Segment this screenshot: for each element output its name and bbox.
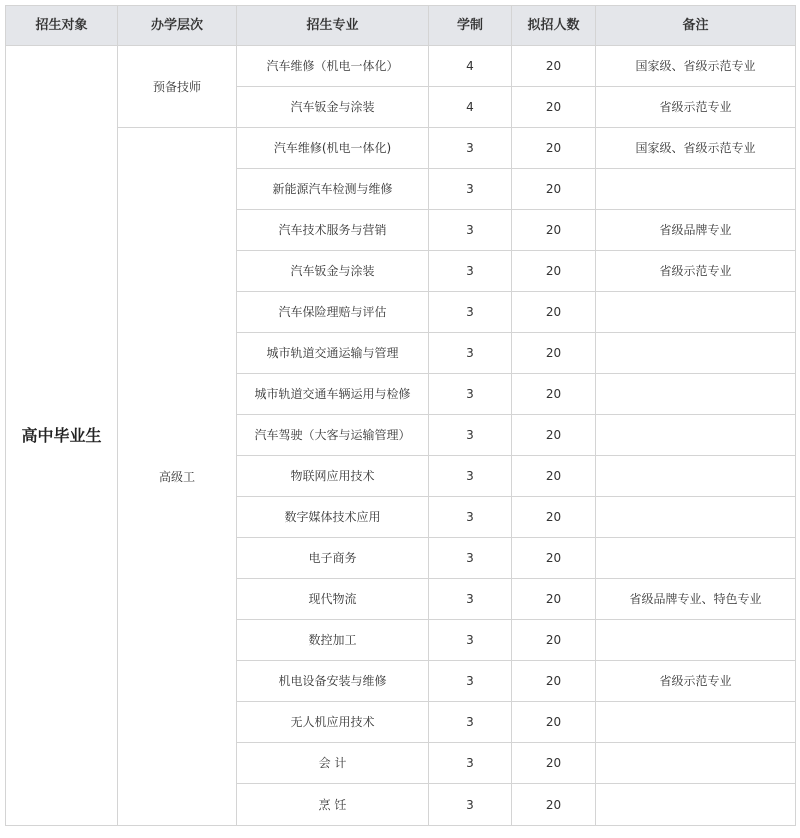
header-note: 备注	[596, 6, 796, 46]
note-cell: 省级示范专业	[596, 251, 796, 292]
years-cell: 3	[429, 743, 512, 784]
note-cell	[596, 743, 796, 784]
count-cell: 20	[512, 292, 596, 333]
count-cell: 20	[512, 210, 596, 251]
years-cell: 3	[429, 251, 512, 292]
header-row	[6, 6, 796, 46]
major-cell: 汽车保险理赔与评估	[237, 292, 429, 333]
years-cell: 3	[429, 128, 512, 169]
years-cell: 3	[429, 784, 512, 826]
count-cell: 20	[512, 374, 596, 415]
note-cell	[596, 784, 796, 826]
major-cell: 机电设备安装与维修	[237, 661, 429, 702]
years-cell: 3	[429, 292, 512, 333]
major-cell: 新能源汽车检测与维修	[237, 169, 429, 210]
header-years: 学制	[429, 6, 512, 46]
note-cell	[596, 456, 796, 497]
years-cell: 4	[429, 46, 512, 87]
major-cell: 汽车技术服务与营销	[237, 210, 429, 251]
years-cell: 3	[429, 538, 512, 579]
count-cell: 20	[512, 579, 596, 620]
major-cell: 现代物流	[237, 579, 429, 620]
count-cell: 20	[512, 743, 596, 784]
level-cell: 预备技师	[118, 46, 237, 128]
count-cell: 20	[512, 128, 596, 169]
major-cell: 数字媒体技术应用	[237, 497, 429, 538]
count-cell: 20	[512, 538, 596, 579]
header-count: 拟招人数	[512, 6, 596, 46]
years-cell: 3	[429, 661, 512, 702]
major-cell: 汽车维修（机电一体化）	[237, 46, 429, 87]
major-cell: 物联网应用技术	[237, 456, 429, 497]
enrollment-table-container	[5, 5, 796, 826]
years-cell: 3	[429, 415, 512, 456]
table-body	[6, 46, 796, 826]
count-cell: 20	[512, 784, 596, 826]
note-cell	[596, 169, 796, 210]
header-target: 招生对象	[6, 6, 118, 46]
count-cell: 20	[512, 87, 596, 128]
note-cell: 省级示范专业	[596, 661, 796, 702]
major-cell: 城市轨道交通运输与管理	[237, 333, 429, 374]
major-cell: 城市轨道交通车辆运用与检修	[237, 374, 429, 415]
count-cell: 20	[512, 661, 596, 702]
note-cell	[596, 292, 796, 333]
years-cell: 3	[429, 169, 512, 210]
table-row	[6, 46, 796, 87]
count-cell: 20	[512, 415, 596, 456]
major-cell: 烹 饪	[237, 784, 429, 826]
level-cell: 高级工	[118, 128, 237, 826]
major-cell: 无人机应用技术	[237, 702, 429, 743]
target-cell: 高中毕业生	[6, 46, 118, 826]
years-cell: 3	[429, 620, 512, 661]
years-cell: 3	[429, 456, 512, 497]
years-cell: 3	[429, 210, 512, 251]
count-cell: 20	[512, 333, 596, 374]
years-cell: 3	[429, 374, 512, 415]
note-cell: 国家级、省级示范专业	[596, 128, 796, 169]
enrollment-table	[5, 5, 796, 826]
count-cell: 20	[512, 169, 596, 210]
years-cell: 3	[429, 579, 512, 620]
major-cell: 汽车驾驶（大客与运输管理）	[237, 415, 429, 456]
note-cell: 国家级、省级示范专业	[596, 46, 796, 87]
note-cell	[596, 620, 796, 661]
major-cell: 汽车钣金与涂装	[237, 251, 429, 292]
major-cell: 电子商务	[237, 538, 429, 579]
major-cell: 会 计	[237, 743, 429, 784]
note-cell	[596, 333, 796, 374]
note-cell: 省级示范专业	[596, 87, 796, 128]
count-cell: 20	[512, 46, 596, 87]
count-cell: 20	[512, 251, 596, 292]
note-cell	[596, 497, 796, 538]
major-cell: 数控加工	[237, 620, 429, 661]
count-cell: 20	[512, 497, 596, 538]
note-cell: 省级品牌专业	[596, 210, 796, 251]
count-cell: 20	[512, 702, 596, 743]
note-cell	[596, 538, 796, 579]
header-major: 招生专业	[237, 6, 429, 46]
years-cell: 3	[429, 497, 512, 538]
note-cell: 省级品牌专业、特色专业	[596, 579, 796, 620]
note-cell	[596, 702, 796, 743]
count-cell: 20	[512, 620, 596, 661]
years-cell: 4	[429, 87, 512, 128]
major-cell: 汽车维修(机电一体化)	[237, 128, 429, 169]
header-level: 办学层次	[118, 6, 237, 46]
note-cell	[596, 415, 796, 456]
note-cell	[596, 374, 796, 415]
years-cell: 3	[429, 333, 512, 374]
major-cell: 汽车钣金与涂装	[237, 87, 429, 128]
table-row	[6, 128, 796, 169]
count-cell: 20	[512, 456, 596, 497]
years-cell: 3	[429, 702, 512, 743]
